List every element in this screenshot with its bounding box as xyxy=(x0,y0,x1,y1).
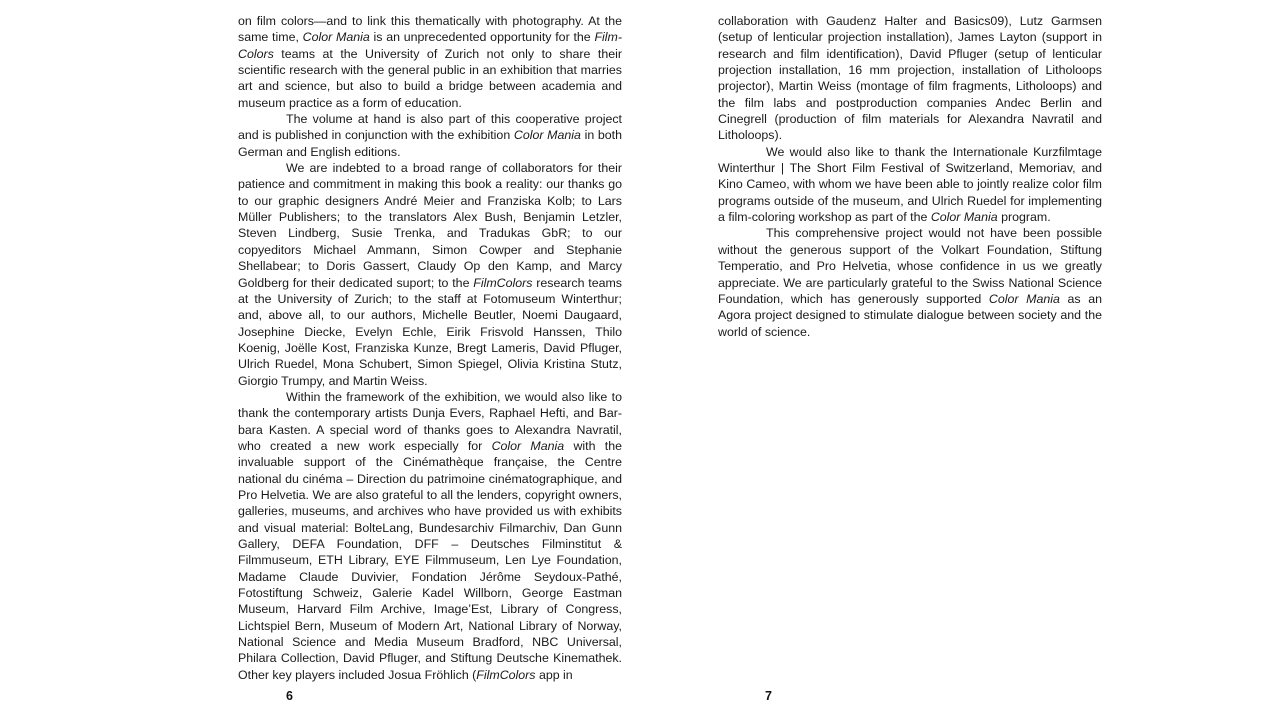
paragraph-text: is an unprecedented opportunity for the xyxy=(369,30,595,45)
page-number-right: 7 xyxy=(765,689,772,703)
italic-title-text: Color Mania xyxy=(513,128,581,143)
paragraph xyxy=(718,144,1102,226)
paragraph-text: The volume at hand is also part of this cooperative project and is published in conjunction with the exhibition xyxy=(238,112,622,143)
paragraph-text: research teams at the University of Zurich; to the staff at Fotomuseum Winterthur; and, above all, to our authors, Michelle Beutler, Noemi Daugaard, Josephine Diecke, Evelyn Echle, Eirik Frisvold Hanssen, Thilo Koenig, Joëlle Kost, Franziska Kunze, Bregt Lameris, David Pfluger, Ulrich Ruedel, Mona Schubert, Simon Spiegel, Olivia Kristina Stutz, Giorgio Trumpy, and Martin Weiss. xyxy=(238,275,623,388)
italic-title-text: Color Mania xyxy=(302,30,370,45)
italic-title-text: FilmColors xyxy=(238,30,622,61)
italic-title-text: Color Mania xyxy=(988,291,1060,306)
italic-title-text: FilmColors xyxy=(476,667,536,682)
paragraph xyxy=(238,111,622,160)
paragraph xyxy=(718,13,1102,144)
italic-title-text: FilmColors xyxy=(473,275,533,290)
right-page-body xyxy=(718,13,1102,340)
paragraph-text: program. xyxy=(997,210,1051,225)
paragraph xyxy=(238,160,622,389)
paragraph-text: with the invaluable support of the Cinémathèque française, the Centre national du cinéma – Direction du patrimoine cinématographique, and Pro Helvetia. We are also grateful to all the lenders, copyright owners, galleries, museums, and archives who have provided us with exhibits and visual material: BolteLang, Bundesarchiv Filmarchiv, Dan Gunn Gallery, DEFA Foundation, DFF – Deutsches Filminstitut & Filmmuseum, ETH Library, EYE Filmmuseum, Len Lye Foundation, Madame Claude Duvivier, Fondation Jérôme Seydoux-Pathé, Fotostiftung Schweiz, Galerie Kadel Willborn, George Eastman Museum, Harvard Film Archive, Image’Est, Library of Congress, Lichtspiel Bern, Museum of Modern Art, National Library of Norway, National Science and Media Museum Bradford, NBC Universal, Philara Collection, David Pfluger, and Stiftung Deutsche Kinemathek. Other key players included Josua Fröhlich ( xyxy=(238,438,622,682)
paragraph-text: This comprehensive project would not have been possible without the generous support of the Volkart Foundation, Stiftung Temperatio, and Pro Helvetia, whose confidence in us we greatly appreciate. We are particularly grateful to the Swiss National Science Foundation, which has generously supported xyxy=(718,226,1102,306)
left-page-body xyxy=(238,13,622,683)
page-number-left: 6 xyxy=(286,689,293,703)
paragraph-text: Within the framework of the exhibition, we would also like to thank the contemporary artists Dunja Evers, Raphael Hefti, and Barbara Kasten. A special word of thanks goes to Alexandra Navratil, who created a new work especially for xyxy=(238,389,622,453)
paragraph-text: in both German and English editions. xyxy=(238,128,622,159)
paragraph-text: We would also like to thank the Internationale Kurzfilmtage Winterthur | The Short Film Festival of Switzerland, Memoriav, and Kino Cameo, with whom we have been able to jointly realize color film programs outside of the museum, and Ulrich Ruedel for implementing a film-coloring workshop as part of the xyxy=(718,144,1102,225)
paragraph-text: on film colors—and to link this thematically with photography. At the same time, xyxy=(238,14,622,45)
paragraph xyxy=(718,225,1102,339)
left-page xyxy=(238,13,622,683)
paragraph-text: teams at the University of Zurich not only to share their scientific research with the general public in an exhibition that marries art and science, but also to build a bridge between academia and museum practice as a form of education. xyxy=(238,46,622,110)
paragraph xyxy=(238,13,622,111)
paragraph-text: app in xyxy=(535,667,573,682)
paragraph-text: as an Agora project designed to stimulate dialogue between society and the world of science. xyxy=(718,291,1102,339)
italic-title-text: Color Mania xyxy=(930,210,998,225)
paragraph xyxy=(238,389,622,683)
paragraph-text: collaboration with Gaudenz Halter and Basics09), Lutz Garmsen (setup of lenticular projection installation), James Layton (support in research and film identification), David Pfluger (setup of lenticular projection installation, 16 mm projection, installation of Litholoops projector), Martin Weiss (montage of film fragments, Litholoops) and the film labs and postproduction companies Andec Berlin and Cinegrell (production of film materials for Alexandra Navratil and Litholoops). xyxy=(718,14,1102,143)
paragraph-text: We are indebted to a broad range of collaborators for their patience and commitment in making this book a reality: our thanks go to our graphic designers André Meier and Franziska Kolb; to Lars Müller Publishers; to the translators Alex Bush, Benjamin Letzler, Steven Lindberg, Susie Trenka, and Tradukas GbR; to our copyeditors Michael Ammann, Simon Cowper and Stephanie Shellabear; to Doris Gassert, Claudy Op den Kamp, and Marcy Goldberg for their dedicated suport; to the xyxy=(238,161,622,290)
italic-title-text: Color Mania xyxy=(491,438,565,453)
right-page xyxy=(718,13,1102,340)
